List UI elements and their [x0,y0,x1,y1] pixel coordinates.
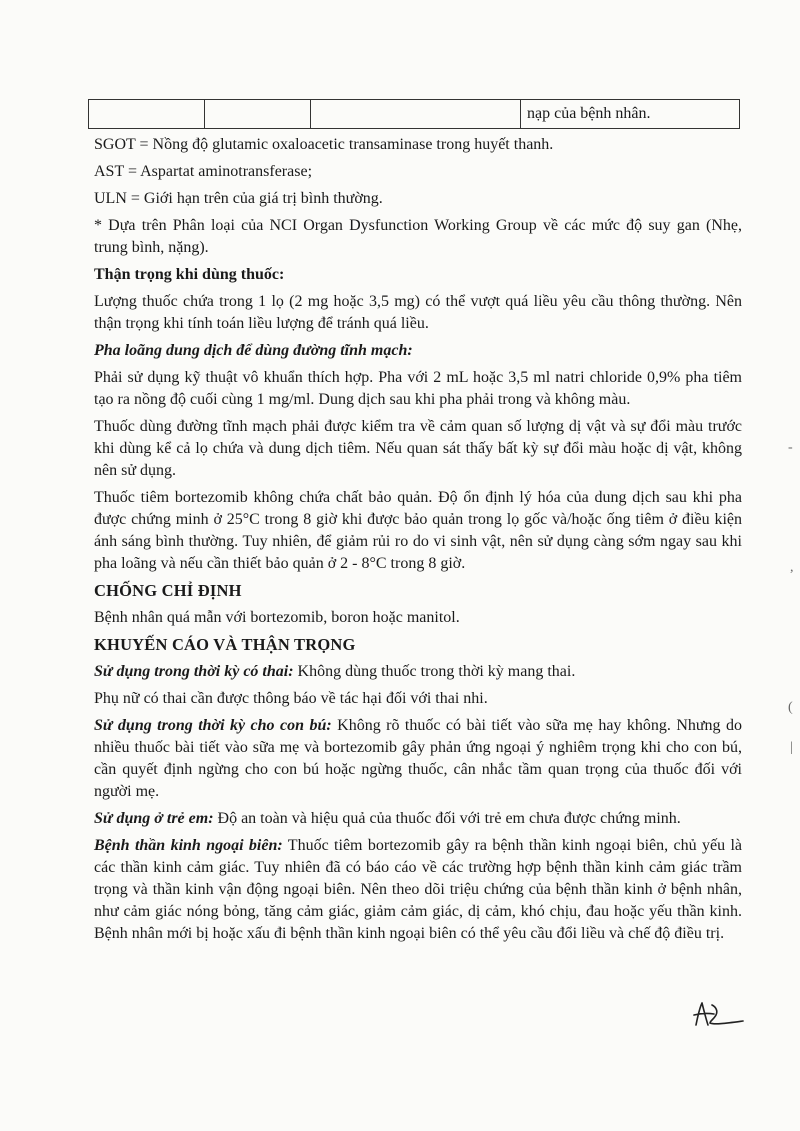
definition-note: * Dựa trên Phân loại của NCI Organ Dysfunction Working Group về các mức độ suy gan (Nhẹ, trung bình, nặng). [94,217,742,256]
handwritten-initials [688,995,748,1035]
caution-heading: Thận trọng khi dùng thuốc: [94,266,285,283]
neuropathy-heading: Bệnh thần kinh ngoại biên: [94,837,283,854]
pregnancy-text: Không dùng thuốc trong thời kỳ mang thai. [293,663,576,680]
definition-sgot: SGOT = Nồng độ glutamic oxaloacetic transaminase trong huyết thanh. [94,136,554,153]
pregnancy-text-2: Phụ nữ có thai cần được thông báo về tác hại đối với thai nhi. [94,690,488,707]
dilution-paragraph-1: Phải sử dụng kỹ thuật vô khuẩn thích hợp. Pha với 2 mL hoặc 3,5 ml natri chloride 0,9% pha tiêm tạo ra nồng độ cuối cùng 1 mg/ml. Dung dịch sau khi pha phải trong và không màu. [94,369,742,408]
table-cell [205,100,311,129]
children-heading: Sử dụng ở trẻ em: [94,810,214,827]
neuropathy-text: Thuốc tiêm bortezomib gây ra bệnh thần kinh ngoại biên, chủ yếu là các thần kinh cảm giác. Tuy nhiên đã có báo cáo về các trường hợp bệnh thần kinh cảm giác trầm trọng và thần kinh vận động ngoại biên. Nên theo dõi triệu chứng của bệnh thần kinh ở bệnh nhân, như cảm giác nóng bỏng, tăng cảm giác, giảm cảm giác, dị cảm, khó chịu, đau hoặc yếu thần kinh. Bệnh nhân mới bị hoặc xấu đi bệnh thần kinh ngoại biên có thể yêu cầu đổi liều và chế độ điều trị. [94,837,743,942]
pregnancy-heading: Sử dụng trong thời kỳ có thai: [94,663,294,680]
margin-mark: | [790,740,793,755]
lactation-text: Không rõ thuốc có bài tiết vào sữa mẹ hay không. Nhưng do nhiều thuốc bài tiết vào sữa mẹ và bortezomib gây phản ứng ngoại ý nghiêm trọng khi cho con bú, cần quyết định ngừng cho con bú hoặc ngừng thuốc, cân nhắc tầm quan trọng của thuốc đối với người mẹ. [94,717,742,800]
table-fragment [88,99,740,129]
margin-mark: - [788,440,793,455]
dilution-heading: Pha loãng dung dịch để dùng đường tĩnh mạch: [94,342,413,359]
definition-ast: AST = Aspartat aminotransferase; [94,163,313,180]
table-cell [89,100,205,129]
document-body [94,132,742,945]
dilution-paragraph-2: Thuốc dùng đường tĩnh mạch phải được kiểm tra về cảm quan số lượng dị vật và sự đổi màu trước khi dùng kể cả lọ chứa và dung dịch tiêm. Nếu quan sát thấy bất kỳ sự đổi màu hoặc dị vật, không nên sử dụng. [94,418,742,479]
pregnancy-paragraph [94,661,742,683]
children-text: Độ an toàn và hiệu quả của thuốc đối với trẻ em chưa được chứng minh. [213,810,681,827]
table-cell-last: nạp của bệnh nhân. [521,100,740,129]
dilution-paragraph-3: Thuốc tiêm bortezomib không chứa chất bảo quản. Độ ổn định lý hóa của dung dịch sau khi pha được chứng minh ở 25°C trong 8 giờ khi được bảo quản trong lọ gốc và/hoặc ống tiêm ở điều kiện ánh sáng bình thường. Tuy nhiên, để giảm rủi ro do vi sinh vật, nên sử dụng càng sớm ngay sau khi pha loãng và nếu cần thiết bảo quản ở 2 - 8°C trong 8 giờ. [94,489,742,572]
lactation-heading: Sử dụng trong thời kỳ cho con bú: [94,717,332,734]
table-row [89,100,740,129]
table-cell [311,100,521,129]
warnings-heading: KHUYẾN CÁO VÀ THẬN TRỌNG [94,635,356,654]
children-paragraph [94,808,742,830]
contraindications-heading: CHỐNG CHỈ ĐỊNH [94,581,242,600]
contraindications-text: Bệnh nhân quá mẫn với bortezomib, boron hoặc manitol. [94,609,460,626]
margin-mark: , [790,560,794,575]
caution-text: Lượng thuốc chứa trong 1 lọ (2 mg hoặc 3,5 mg) có thể vượt quá liều yêu cầu thông thường. Nên thận trọng khi tính toán liều lượng để tránh quá liều. [94,293,742,332]
neuropathy-paragraph [94,835,742,945]
margin-mark: ( [788,700,793,715]
lactation-paragraph [94,715,742,803]
definition-uln: ULN = Giới hạn trên của giá trị bình thường. [94,190,383,207]
